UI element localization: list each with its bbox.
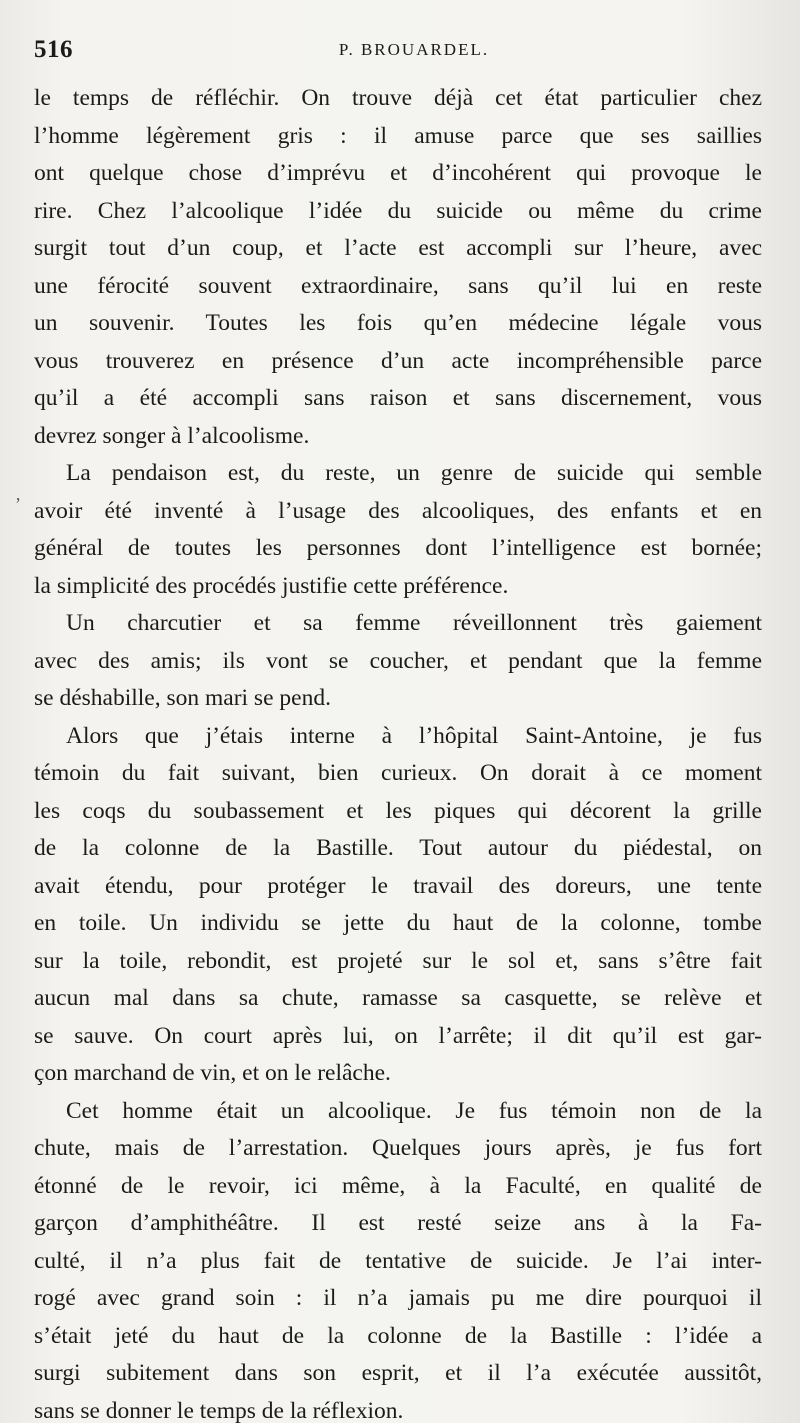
text-line: surgit tout d’un coup, et l’acte est accompli sur l’heure, avec: [34, 235, 762, 261]
text-line: devrez songer à l’alcoolisme.: [34, 422, 310, 449]
text-line: avait étendu, pour protéger le travail des doreurs, une tente: [34, 872, 762, 899]
text-line: avec des amis; ils vont se coucher, et pendant que la femme: [34, 647, 762, 674]
text-line: rire. Chez l’alcoolique l’idée du suicide ou même du crime: [34, 197, 762, 224]
page-header: [34, 36, 754, 66]
text-line: la simplicité des procédés justifie cette préférence.: [34, 572, 509, 599]
text-line: s’était jeté du haut de la colonne de la Bastille : l’idée a: [34, 1322, 762, 1349]
text-line: sur la toile, rebondit, est projeté sur le sol et, sans s’être fait: [34, 947, 762, 974]
text-line: La pendaison est, du reste, un genre de suicide qui semble: [66, 460, 762, 486]
text-line: général de toutes les personnes dont l’intelligence est bornée;: [34, 535, 762, 561]
text-line: surgi subitement dans son esprit, et il l’a exécutée aussitôt,: [34, 1360, 762, 1386]
text-line: rogé avec grand soin : il n’a jamais pu me dire pourquoi il: [34, 1285, 762, 1311]
text-line: se déshabille, son mari se pend.: [34, 685, 331, 711]
text-line: çon marchand de vin, et on le relâche.: [34, 1060, 391, 1086]
body-text: [34, 80, 762, 1423]
text-line: Alors que j’étais interne à l’hôpital Saint-Antoine, je fus: [66, 722, 762, 749]
text-line: une férocité souvent extraordinaire, sans qu’il lui en reste: [34, 272, 762, 299]
text-line: un souvenir. Toutes les fois qu’en médecine légale vous: [34, 310, 762, 336]
text-line: témoin du fait suivant, bien curieux. On dorait à ce moment: [34, 760, 762, 786]
text-line: le temps de réfléchir. On trouve déjà cet état particulier chez: [34, 85, 762, 111]
text-line: vous trouverez en présence d’un acte incompréhensible parce: [34, 347, 762, 374]
text-line: qu’il a été accompli sans raison et sans discernement, vous: [34, 385, 762, 411]
text-line: Cet homme était un alcoolique. Je fus témoin non de la: [66, 1097, 762, 1124]
text-line: se sauve. On court après lui, on l’arrête; il dit qu’il est gar-: [34, 1022, 762, 1049]
text-line: chute, mais de l’arrestation. Quelques jours après, je fus fort: [34, 1135, 762, 1161]
text-line: les coqs du soubassement et les piques qui décorent la grille: [34, 797, 762, 824]
text-line: étonné de le revoir, ici même, à la Faculté, en qualité de: [34, 1172, 762, 1199]
text-line: Un charcutier et sa femme réveillonnent très gaiement: [66, 610, 762, 636]
running-head: P. BROUARDEL.: [338, 40, 490, 59]
text-line: de la colonne de la Bastille. Tout autour du piédestal, on: [34, 835, 762, 861]
text-line: l’homme légèrement gris : il amuse parce que ses saillies: [34, 122, 762, 149]
text-line: culté, il n’a plus fait de tentative de suicide. Je l’ai inter-: [34, 1247, 762, 1274]
page-number: 516: [34, 36, 73, 63]
text-line: avoir été inventé à l’usage des alcooliques, des enfants et en: [34, 497, 762, 524]
text-line: ont quelque chose d’imprévu et d’incohérent qui provoque le: [34, 160, 762, 186]
text-line: aucun mal dans sa chute, ramasse sa casquette, se relève et: [34, 985, 762, 1011]
text-line: garçon d’amphithéâtre. Il est resté seize ans à la Fa-: [34, 1210, 762, 1236]
margin-mark: ʼ: [15, 494, 21, 514]
text-line: en toile. Un individu se jette du haut de la colonne, tombe: [34, 910, 762, 936]
text-line: sans se donner le temps de la réflexion.: [34, 1397, 404, 1423]
